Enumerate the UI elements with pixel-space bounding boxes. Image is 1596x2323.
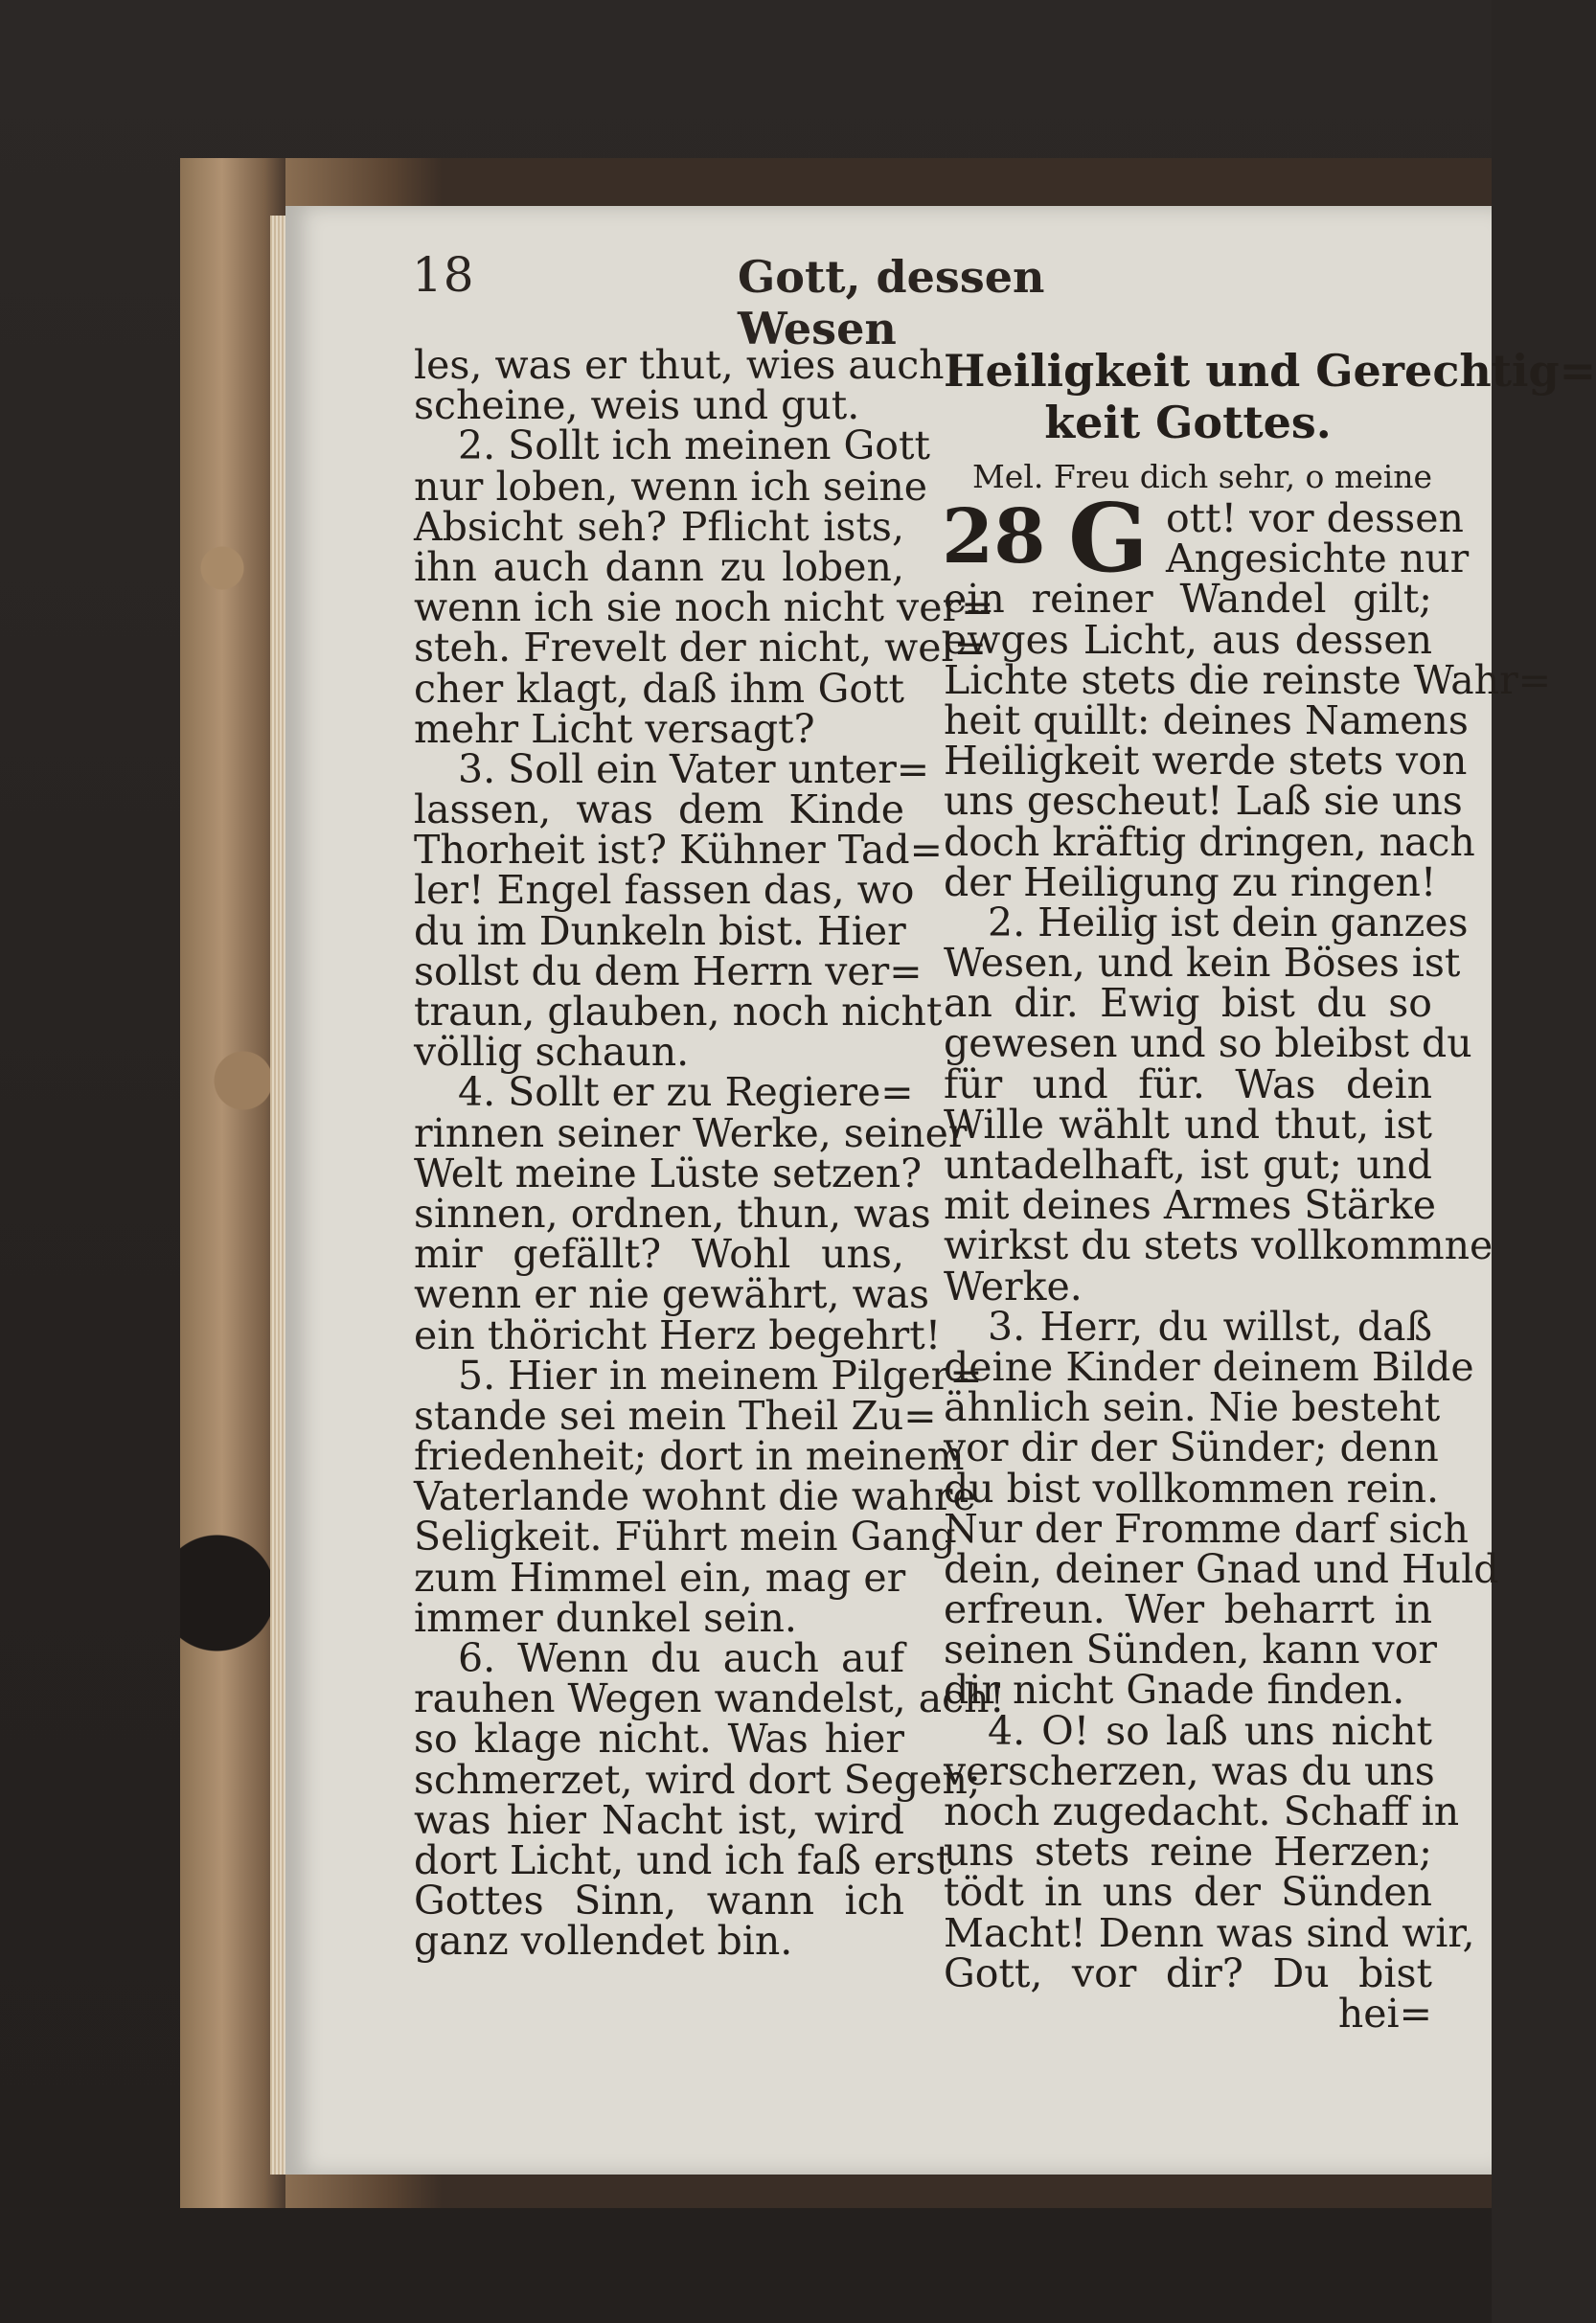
text-line: Angesichte nur — [1166, 535, 1470, 582]
text-line: erfreun. Wer beharrt in — [944, 1586, 1432, 1633]
text-line: zum Himmel ein, mag er — [414, 1554, 906, 1601]
text-line: wenn er nie gewährt, was — [414, 1271, 930, 1318]
text-line: traun, glauben, noch nicht — [414, 989, 943, 1035]
hymn-number: 28 — [942, 493, 1046, 581]
text-line: sollst du dem Herrn ver= — [414, 947, 923, 994]
text-line: Vaterlande wohnt die wahre — [414, 1473, 976, 1520]
text-line: schmerzet, wird dort Segen; — [414, 1756, 981, 1803]
text-line: an dir. Ewig bist du so — [944, 980, 1432, 1027]
verse-start-line: 2. Sollt ich meinen Gott — [458, 422, 930, 469]
text-line: du bist vollkommen rein. — [944, 1465, 1440, 1512]
text-line: mehr Licht versagt? — [414, 705, 815, 752]
verse-start-line: 3. Herr, du willst, daß — [988, 1303, 1432, 1350]
running-title: Gott, dessen Wesen — [738, 251, 1045, 354]
text-line: Absicht seh? Pflicht ists, — [414, 503, 904, 550]
text-line: friedenheit; dort in meinem — [414, 1433, 965, 1480]
page-number: 18 — [412, 247, 475, 303]
text-line: für und für. Was dein — [944, 1060, 1432, 1107]
text-line: rinnen seiner Werke, seiner — [414, 1109, 968, 1156]
text-line: mir gefällt? Wohl uns, — [414, 1231, 904, 1278]
text-line: ott! vor dessen — [1166, 495, 1464, 541]
text-line: ihn auch dann zu loben, — [414, 543, 904, 590]
text-line: vor dir der Sünder; denn — [944, 1424, 1439, 1471]
verse-start-line: 6. Wenn du auch auf — [458, 1635, 904, 1681]
text-line: Gott, vor dir? Du bist — [944, 1949, 1432, 1996]
text-line: der Heiligung zu ringen! — [944, 858, 1437, 905]
text-line: sinnen, ordnen, thun, was — [414, 1190, 931, 1237]
text-line: Seligkeit. Führt mein Gang — [414, 1514, 956, 1560]
text-line: uns stets reine Herzen; — [944, 1829, 1432, 1876]
text-line: wirkst du stets vollkommne — [944, 1222, 1493, 1269]
text-line: stande sei mein Theil Zu= — [414, 1392, 937, 1439]
text-line: wenn ich sie noch nicht ver= — [414, 584, 994, 631]
text-line: Wesen, und kein Böses ist — [944, 940, 1461, 987]
text-line: ewges Licht, aus dessen — [944, 616, 1432, 663]
hymn-opening — [942, 484, 1470, 594]
text-line: untadelhaft, ist gut; und — [944, 1142, 1432, 1188]
text-line: cher klagt, daß ihm Gott — [414, 665, 904, 712]
text-line: mit deines Armes Stärke — [944, 1182, 1437, 1229]
text-line: ein reiner Wandel gilt; — [944, 576, 1432, 623]
text-line: Welt meine Lüste setzen? — [414, 1150, 923, 1196]
text-line: immer dunkel sein. — [414, 1594, 797, 1641]
text-line: Macht! Denn was sind wir, — [944, 1909, 1475, 1956]
hymn-section-heading: keit Gottes. — [1044, 397, 1332, 448]
text-line: Werke. — [944, 1263, 1083, 1310]
melody-note: Mel. Freu dich sehr, o meine — [972, 458, 1433, 495]
hymn-section-heading: Heiligkeit und Gerechtig= — [944, 345, 1596, 397]
verse-start-line: 5. Hier in meinem Pilger= — [458, 1352, 983, 1399]
text-line: lassen, was dem Kinde — [414, 786, 904, 833]
text-line: Heiligkeit werde stets von — [944, 738, 1468, 785]
text-line: Wille wählt und thut, ist — [944, 1101, 1432, 1148]
text-line: ein thöricht Herz begehrt! — [414, 1311, 942, 1358]
verse-start-line: 4. O! so laß uns nicht — [988, 1707, 1432, 1754]
text-line: ganz vollendet bin. — [414, 1918, 793, 1965]
text-line: dort Licht, und ich faß erst — [414, 1836, 952, 1883]
text-line: doch kräftig dringen, nach — [944, 818, 1475, 865]
text-line: scheine, weis und gut. — [414, 382, 860, 429]
text-line: Lichte stets die reinste Wahr= — [944, 656, 1552, 703]
text-line: uns gescheut! Laß sie uns — [944, 778, 1463, 825]
verse-start-line: 4. Sollt er zu Regiere= — [458, 1069, 914, 1116]
text-line: tödt in uns der Sünden — [944, 1869, 1432, 1916]
right-column — [942, 345, 1596, 2037]
text-line: gewesen und so bleibst du — [944, 1020, 1472, 1067]
text-line: was hier Nacht ist, wird — [414, 1796, 904, 1843]
text-line: nur loben, wenn ich seine — [414, 463, 928, 510]
text-line: Thorheit ist? Kühner Tad= — [414, 827, 944, 874]
text-line: dein, deiner Gnad und Huld — [944, 1545, 1499, 1592]
verse-start-line: 2. Heilig ist dein ganzes — [988, 899, 1469, 945]
verse-start-line: 3. Soll ein Vater unter= — [458, 745, 930, 792]
text-line: rauhen Wegen wandelst, ach! — [414, 1675, 1006, 1722]
text-line: völlig schaun. — [414, 1029, 690, 1076]
text-line: ler! Engel fassen das, wo — [414, 867, 915, 914]
text-line: Nur der Fromme darf sich — [944, 1505, 1469, 1552]
drop-cap: G — [1068, 484, 1149, 594]
text-line: ähnlich sein. Nie besteht — [944, 1384, 1441, 1431]
text-line: heit quillt: deines Namens — [944, 696, 1469, 743]
catchword: hei= — [1337, 1990, 1432, 2037]
text-line: noch zugedacht. Schaff in — [944, 1788, 1460, 1834]
text-line: so klage nicht. Was hier — [414, 1716, 904, 1763]
text-line: deine Kinder deinem Bilde — [944, 1343, 1474, 1390]
text-line: steh. Frevelt der nicht, wel= — [414, 625, 988, 672]
text-line: dir nicht Gnade finden. — [944, 1667, 1405, 1714]
text-line: du im Dunkeln bist. Hier — [414, 907, 906, 954]
text-line: les, was er thut, wies auch — [414, 342, 945, 388]
text-line: seinen Sünden, kann vor — [944, 1627, 1437, 1674]
text-line: Gottes Sinn, wann ich — [414, 1878, 904, 1924]
text-line: verscherzen, was du uns — [944, 1747, 1435, 1794]
